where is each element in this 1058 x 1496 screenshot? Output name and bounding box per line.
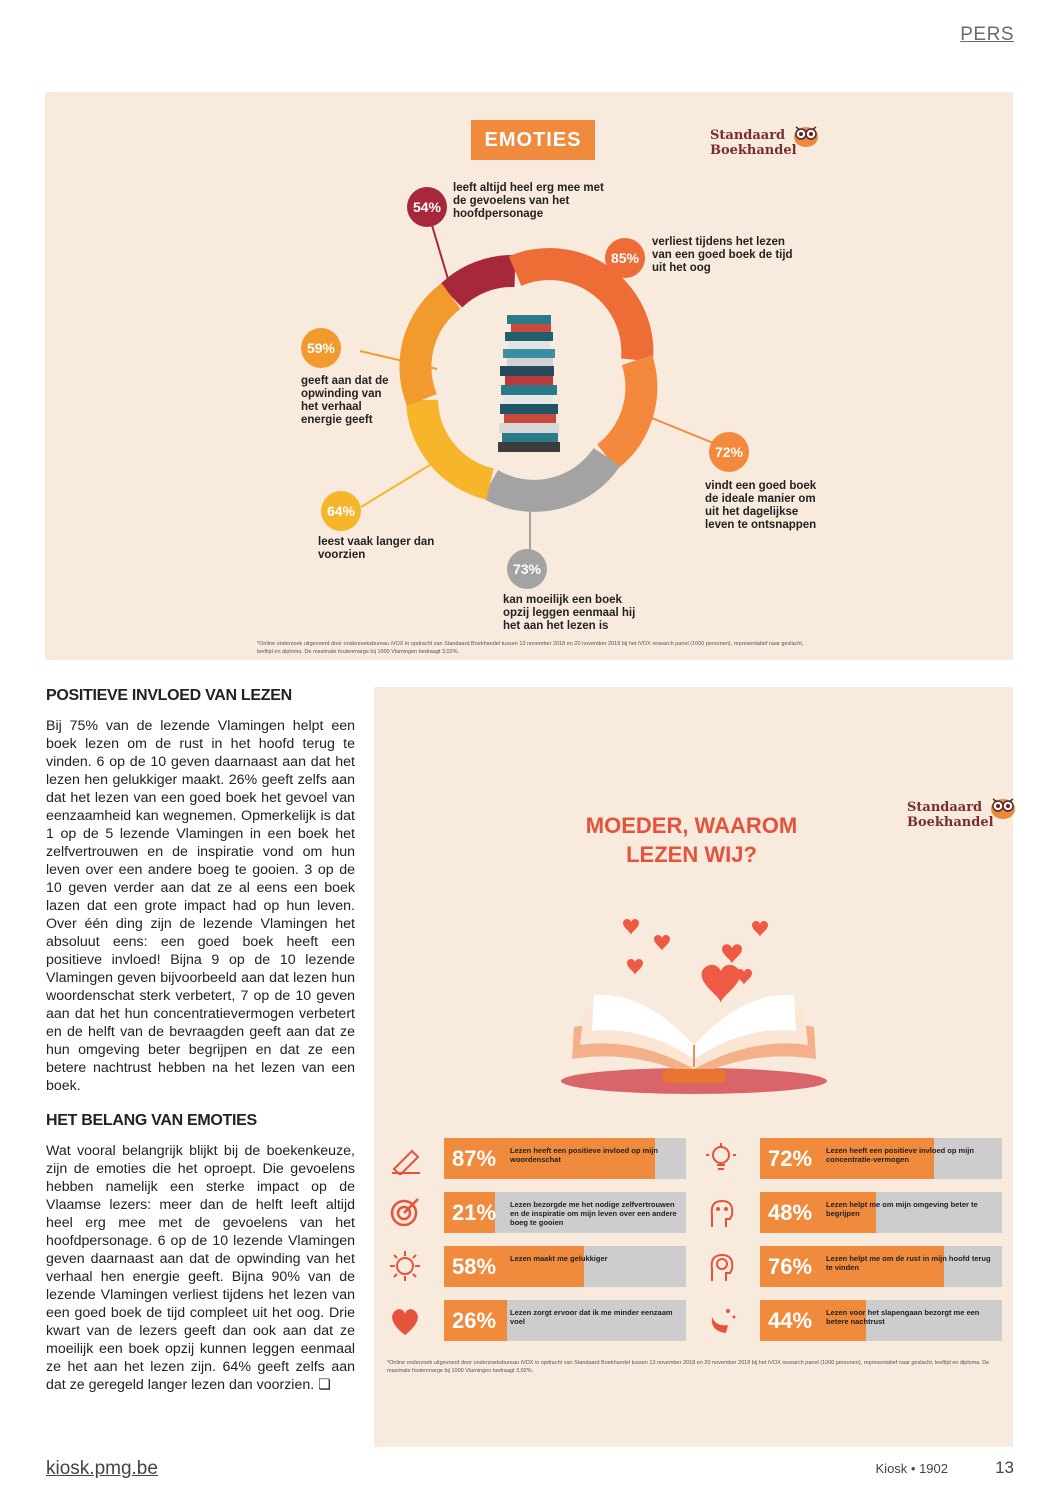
pct-badge-73: 73% bbox=[507, 549, 547, 589]
heart-icon bbox=[388, 1303, 422, 1337]
lightbulb-icon bbox=[704, 1141, 738, 1175]
pct-badge-72: 72% bbox=[709, 432, 749, 472]
callout-85: verliest tijdens het lezen van een goed boek de tijd uit het oog bbox=[652, 236, 793, 274]
emotions-infographic bbox=[45, 92, 1013, 660]
section-label: PERS bbox=[960, 24, 1014, 45]
issue-label: Kiosk • 1902 bbox=[875, 1461, 948, 1476]
pct-badge-64: 64% bbox=[321, 491, 361, 531]
callout-54: leeft altijd heel erg mee met de gevoelens van het hoofdpersonage bbox=[453, 182, 604, 220]
stat-bar bbox=[760, 1246, 1002, 1287]
stat-percentage: 26% bbox=[452, 1308, 497, 1333]
stat-label: Lezen heeft een positieve invloed op mijn concentratie-vermogen bbox=[826, 1146, 974, 1164]
callout-72: vindt een goed boek de ideale manier om uit het dagelijkse leven te ontsnappen bbox=[705, 480, 817, 531]
stat-percentage: 76% bbox=[768, 1254, 813, 1279]
segment-73 bbox=[490, 457, 607, 496]
target-icon bbox=[388, 1195, 422, 1229]
pct-badge-85: 85% bbox=[605, 238, 645, 278]
stat-label: Lezen bezorgde me het nodige zelfvertrouwen en de inspiratie om mijn leven over een andere boeg te gooien bbox=[510, 1200, 677, 1227]
stat-label: Lezen helpt me om de rust in mijn hoofd terug te vinden bbox=[826, 1254, 991, 1272]
sun-icon bbox=[388, 1249, 422, 1283]
head-brain-icon bbox=[704, 1249, 738, 1283]
stat-label: Lezen voor het slapengaan bezorgt me een betere nachtrust bbox=[826, 1308, 980, 1326]
head-network-icon bbox=[704, 1195, 738, 1229]
stat-label: Lezen helpt me om mijn omgeving beter te begrijpen bbox=[826, 1200, 978, 1218]
owl-icon bbox=[990, 794, 1016, 820]
open-book-hearts-image bbox=[554, 909, 834, 1099]
paragraph-emotions: Wat vooral belangrijk blijkt bij de boekenkeuze, zijn de emoties die het oproept. Die gevoelens hebben namelijk een sterke impact op de Vlaamse lezers: meer dan de helft leeft altijd heel erg mee met de gevoelens van het hoofdpersonage. 6 op de 10 lezende Vlamingen geven daarnaast aan dat de opwinding van het verhaal hen energie geeft. Bijna 90% van de lezende Vlamingen verliest tijdens het lezen van een goed boek de tijd compleet uit het oog. Drie kwart van de lezers geeft dan ook aan dat ze moeilijk een boek opzij kunnen leggen eenmaal ze het aan het lezen zijn. 64% geeft zelfs aan dat ze geregeld langer lezen dan voorzien. ❏ bbox=[46, 1143, 355, 1393]
stat-bar bbox=[760, 1138, 1002, 1179]
paragraph-positive-influence: Bij 75% van de lezende Vlamingen helpt een boek lezen om de rust in het hoofd terug te vinden. 6 op de 10 geven daarnaast aan dat het lezen hen gelukkiger maakt. 26% geeft zelfs aan dat het lezen van een goed boek het gevoel van eenzaamheid kan wegnemen. Opmerkelijk is dat 1 op de 5 lezende Vlamingen in een boek het zelfvertrouwen en de inspiratie vond om hun leven over een andere boeg te gooien. 3 op de 10 geven verder aan dat ze al eens een boek lazen dat een grote impact had op hun leven. Over één ding zijn de lezende Vlamingen het absoluut eens: een goed boek heeft een positieve invloed! Bijna 9 op de 10 lezende Vlamingen geven bijvoorbeeld aan dat lezen hun woordenschat sterk verbetert, 7 op de 10 geven aan dat het hun concentratievermogen verbetert en de helft van de bevraagden geeft aan dat ze hun omgeving beter begrijpen en dat ze een betere nachtrust hebben na het lezen van een boek. bbox=[46, 718, 355, 1094]
website-link[interactable]: kiosk.pmg.be bbox=[46, 1458, 158, 1479]
article-column bbox=[46, 687, 355, 1394]
segment-64 bbox=[422, 400, 490, 484]
stat-label: Lezen heeft een positieve invloed op mijn woordenschat bbox=[510, 1146, 658, 1164]
callout-64: leest vaak langer dan voorzien bbox=[318, 536, 435, 561]
segment-54 bbox=[451, 271, 515, 296]
stat-percentage: 72% bbox=[768, 1146, 813, 1171]
infographic-title: EMOTIES bbox=[471, 120, 595, 160]
stat-percentage: 48% bbox=[768, 1200, 813, 1225]
pct-badge-54: 54% bbox=[407, 187, 447, 227]
callout-59: geeft aan dat de opwinding van het verhaal energie geeft bbox=[301, 375, 389, 426]
footnote: *Online onderzoek uitgevoerd door onderzoeksbureau iVOX in opdracht van Standaard Boekhandel tussen 13 november 2018 en 20 november 2018 bij het iVOX research panel (1000 personen), representatief naar geslacht, leeftijd en diploma. De maximale foutenmarge bij 1000 Vlamingen bedraagt 3,02%. bbox=[257, 641, 804, 655]
stat-percentage: 87% bbox=[452, 1146, 497, 1171]
stat-bar bbox=[444, 1192, 686, 1233]
pct-badge-59: 59% bbox=[301, 328, 341, 368]
brand-logo: Standaard Boekhandel bbox=[907, 800, 994, 830]
reading-infographic bbox=[374, 687, 1013, 1447]
segment-72 bbox=[607, 360, 641, 457]
stat-bar bbox=[760, 1192, 1002, 1233]
heading-positive-influence: POSITIEVE INVLOED VAN LEZEN bbox=[46, 687, 292, 704]
infographic-title: MOEDER, WAAROM LEZEN WIJ? bbox=[585, 813, 798, 867]
segment-59 bbox=[415, 296, 451, 400]
footnote: *Online onderzoek uitgevoerd door onderzoeksbureau iVOX in opdracht van Standaard Boekhandel tussen 13 november 2018 en 20 november 2018 bij het iVOX research panel (1000 personen), representatief naar geslacht, leeftijd en diploma. De maximale foutenmarge bij 1000 Vlamingen bedraagt 3,02%. bbox=[387, 1360, 990, 1374]
callout-73: kan moeilijk een boek opzij leggen eenmaal hij het aan het lezen is bbox=[503, 594, 636, 632]
stat-percentage: 58% bbox=[452, 1254, 497, 1279]
stat-percentage: 44% bbox=[768, 1308, 813, 1333]
stat-bar bbox=[444, 1138, 686, 1179]
pen-icon bbox=[388, 1141, 422, 1175]
stat-bar bbox=[444, 1300, 686, 1341]
stat-bar bbox=[444, 1246, 686, 1287]
heart-icon bbox=[702, 965, 740, 1004]
heading-emotions: HET BELANG VAN EMOTIES bbox=[46, 1112, 257, 1129]
page-number: 13 bbox=[995, 1458, 1014, 1477]
stat-label: Lezen zorgt ervoor dat ik me minder eenzaam voel bbox=[510, 1308, 673, 1326]
end-mark: ❏ bbox=[318, 1377, 331, 1393]
stat-percentage: 21% bbox=[452, 1200, 497, 1225]
book-stack-image bbox=[498, 315, 560, 452]
brand-logo: Standaard Boekhandel bbox=[710, 128, 797, 158]
moon-icon bbox=[704, 1303, 738, 1337]
stat-label: Lezen maakt me gelukkiger bbox=[510, 1254, 608, 1263]
stat-bar bbox=[760, 1300, 1002, 1341]
